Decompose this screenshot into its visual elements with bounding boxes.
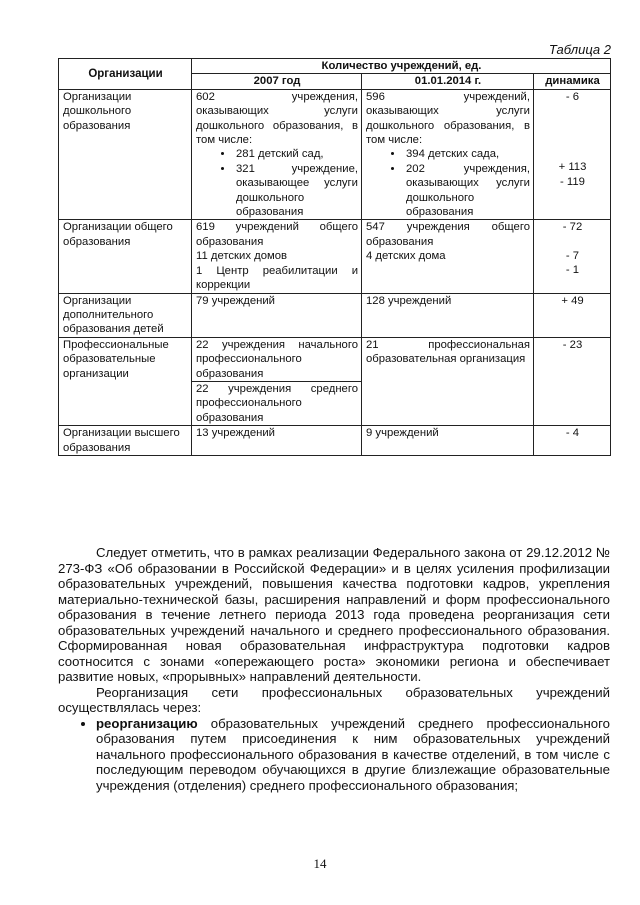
dynamics-value: + 113 bbox=[558, 161, 587, 174]
cell-text: 596 учреждений, оказывающих услуги дошкольного образования, в том числе: bbox=[366, 90, 530, 147]
dynamics-value: - 72 bbox=[562, 221, 583, 234]
dynamics-value: - 6 bbox=[565, 90, 580, 103]
table-header-row bbox=[59, 59, 611, 74]
table-row bbox=[59, 426, 611, 456]
cell-2014 bbox=[362, 220, 534, 293]
list-item-text: образовательных учреждений среднего профессионального образования путем присоединения к ним образовательных учреждений начального профессионального образования в качестве отделений, в том числе с последующим переводом обучающихся в другие близлежащие образовательные учреждения (отделения) среднего профессионального образования; bbox=[96, 715, 610, 793]
cell-text: 4 детских дома bbox=[366, 250, 446, 263]
table-row bbox=[59, 293, 611, 337]
list-item: • 321 учреждение, оказывающее услуги дошкольного образования bbox=[234, 162, 358, 220]
org-cell: Организации высшего образования bbox=[59, 426, 192, 456]
org-cell: Организации дошкольного образования bbox=[59, 89, 192, 220]
body-text bbox=[58, 545, 610, 793]
cell-text: 619 учреждений общего образования bbox=[196, 221, 358, 248]
paragraph: Следует отметить, что в рамках реализации Федерального закона от 29.12.2012 № 273-ФЗ «Об образовании в Российской Федерации» и в целях усиления профилизации образовательных учреждений, повышения качества подготовки кадров, укрепления материально-технической базы, расширения направлений и форм профессионального образования в течение летнего периода 2013 года проведена реорганизация сети образовательных учреждений начального и среднего профессионального образования. Сформированная новая образовательная инфраструктура подготовки кадров соотносится с зонами «опережающего роста» экономики региона и обеспечивает развитие новых, «прорывных» направлений деятельности. bbox=[58, 545, 610, 684]
list-item: • 281 детский сад, bbox=[234, 147, 358, 161]
header-2007: 2007 год bbox=[192, 74, 362, 89]
list-item bbox=[96, 716, 610, 794]
dynamics-cell bbox=[534, 220, 611, 293]
org-cell: Организации общего образования bbox=[59, 220, 192, 293]
table-row bbox=[59, 220, 611, 293]
dynamics-cell: - 23 bbox=[534, 337, 611, 425]
dynamics-cell: - 4 bbox=[534, 426, 611, 456]
dynamics-value: - 119 bbox=[560, 175, 585, 188]
institutions-table bbox=[58, 58, 611, 456]
cell-text: 11 детских домов bbox=[196, 250, 288, 263]
list-item: • 394 детских сада, bbox=[404, 147, 530, 161]
bullet-list bbox=[366, 147, 530, 219]
cell-text: 1 Центр реабилитации и коррекции bbox=[196, 264, 358, 292]
dynamics-value: - 1 bbox=[565, 264, 580, 277]
dynamics-cell bbox=[534, 89, 611, 220]
cell-2007: 13 учреждений bbox=[192, 426, 362, 456]
header-dynamics: динамика bbox=[534, 74, 611, 89]
cell-2014: 128 учреждений bbox=[362, 293, 534, 337]
table-row bbox=[59, 89, 611, 220]
cell-2007 bbox=[192, 220, 362, 293]
cell-2007 bbox=[192, 89, 362, 220]
bullet-list bbox=[58, 716, 610, 794]
header-2014: 01.01.2014 г. bbox=[362, 74, 534, 89]
cell-2007: 22 учреждения среднего профессионального образования bbox=[192, 381, 362, 425]
header-organizations: Организации bbox=[59, 59, 192, 90]
table-caption: Таблица 2 bbox=[548, 42, 611, 57]
org-cell: Организации дополнительного образования детей bbox=[59, 293, 192, 337]
bullet-list bbox=[196, 147, 358, 219]
paragraph: Реорганизация сети профессиональных образовательных учреждений осуществлялась через: bbox=[58, 684, 610, 715]
dynamics-cell: + 49 bbox=[534, 293, 611, 337]
list-item: • 202 учреждения, оказывающих услуги дошкольного образования bbox=[404, 162, 530, 220]
cell-2014: 9 учреждений bbox=[362, 426, 534, 456]
cell-text: 602 учреждения, оказывающих услуги дошкольного образования, в том числе: bbox=[196, 90, 358, 147]
cell-2007: 22 учреждения начального профессионального образования bbox=[192, 337, 362, 381]
header-count-group: Количество учреждений, ед. bbox=[192, 59, 611, 74]
table-row bbox=[59, 337, 611, 381]
cell-2014 bbox=[362, 89, 534, 220]
cell-2007: 79 учреждений bbox=[192, 293, 362, 337]
bold-term: реорганизацию bbox=[96, 715, 198, 731]
page-number: 14 bbox=[313, 856, 327, 871]
org-cell: Профессиональные образовательные организации bbox=[59, 337, 192, 425]
cell-text: 547 учреждения общего образования bbox=[366, 221, 530, 248]
cell-2014: 21 профессиональная образовательная организация bbox=[362, 337, 534, 425]
dynamics-value: - 7 bbox=[565, 249, 580, 262]
